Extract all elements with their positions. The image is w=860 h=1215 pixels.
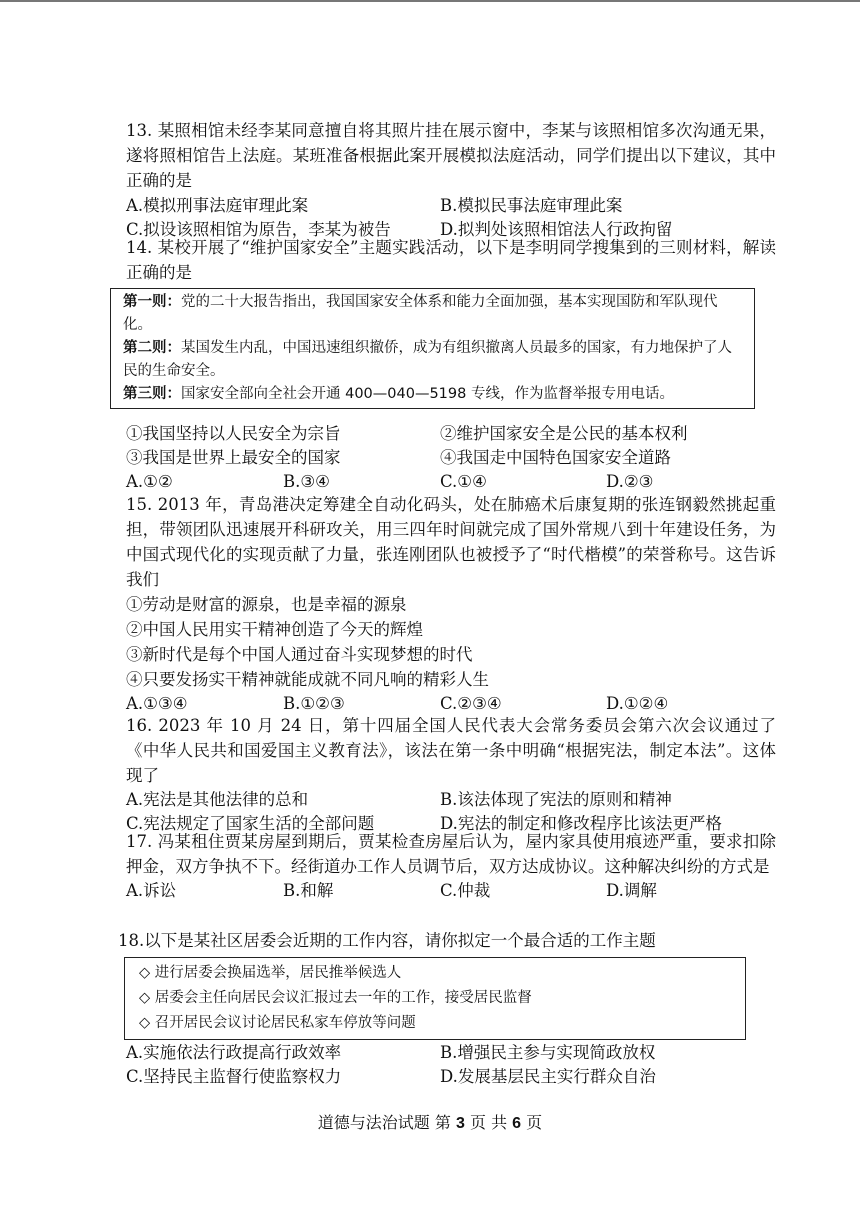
option-a: A.模拟刑事法庭审理此案 xyxy=(126,196,309,215)
footer-page-number: 3 xyxy=(455,1115,465,1132)
question-18-work-box xyxy=(124,957,746,1040)
option-c: C.拟设该照相馆为原告，李某为被告 xyxy=(126,220,391,239)
question-14-material-box xyxy=(110,288,755,409)
material-text: 党的二十大报告指出，我国国家安全体系和能力全面加强，基本实现国防和军队现代化。 xyxy=(123,294,718,333)
question-14-statements xyxy=(126,422,776,470)
scan-top-edge xyxy=(0,0,860,2)
question-13-stem: 13. 某照相馆未经李某同意擅自将其照片挂在展示窗中，李某与该照相馆多次沟通无果，遂将照相馆告上法庭。某班准备根据此案开展模拟法庭活动，同学们提出以下建议，其中正确的是 xyxy=(126,121,776,190)
option-d: D.①②④ xyxy=(606,694,669,713)
option-d: D.发展基层民主实行群众自治 xyxy=(440,1067,656,1086)
material-2 xyxy=(123,337,745,383)
material-1 xyxy=(123,291,745,337)
material-text: 国家安全部向全社会开通 400—040—5198 专线，作为监督举报专用电话。 xyxy=(181,386,674,402)
option-d: D.宪法的制定和修改程序比该法更严格 xyxy=(440,814,722,833)
question-16 xyxy=(126,713,776,836)
option-a: A.①③④ xyxy=(126,694,188,713)
question-14 xyxy=(126,235,776,285)
option-b: B.①②③ xyxy=(283,694,345,713)
option-a: A.①② xyxy=(126,472,173,491)
footer-total-pages: 6 xyxy=(512,1115,522,1132)
statement-4: ④只要发扬实干精神就能成就不同凡响的精彩人生 xyxy=(126,670,489,689)
material-label: 第一则： xyxy=(123,294,181,310)
footer-prefix: 道德与法治试题 第 xyxy=(317,1113,451,1132)
question-14-options xyxy=(126,470,776,494)
option-c: C.②③④ xyxy=(440,694,502,713)
option-a: A.宪法是其他法律的总和 xyxy=(126,790,309,809)
material-text: 某国发生内乱，中国迅速组织撤侨，成为有组织撤离人员最多的国家，有力地保护了人民的生命安全。 xyxy=(123,340,732,379)
question-18-options xyxy=(126,1041,776,1089)
material-label: 第三则： xyxy=(123,386,181,402)
option-b: B.该法体现了宪法的原则和精神 xyxy=(440,790,672,809)
statement-3: ③新时代是每个中国人通过奋斗实现梦想的时代 xyxy=(126,645,473,664)
material-label: 第二则： xyxy=(123,340,181,356)
question-18-stem: 18.以下是某社区居委会近期的工作内容，请你拟定一个最合适的工作主题 xyxy=(118,931,656,950)
option-b: B.③④ xyxy=(283,472,330,491)
option-d: D.②③ xyxy=(606,472,654,491)
statement-3: ③我国是世界上最安全的国家 xyxy=(126,448,341,467)
question-15 xyxy=(126,492,776,716)
option-b: B.增强民主参与实现简政放权 xyxy=(440,1043,656,1062)
question-18-answers xyxy=(126,1041,776,1089)
option-b: B.和解 xyxy=(283,881,334,900)
option-c: C.坚持民主监督行使监察权力 xyxy=(126,1067,342,1086)
work-item: ◇ 进行居委会换届选举，居民推举候选人 xyxy=(139,965,402,981)
option-c: C.宪法规定了国家生活的全部问题 xyxy=(126,814,375,833)
statement-2: ②中国人民用实干精神创造了今天的辉煌 xyxy=(126,620,423,639)
material-3 xyxy=(123,383,745,406)
option-a: A.实施依法行政提高行政效率 xyxy=(126,1043,342,1062)
question-16-stem: 16. 2023 年 10 月 24 日，第十四届全国人民代表大会常务委员会第六次会议通过了《中华人民共和国爱国主义教育法》，该法在第一条中明确“根据宪法，制定本法”。这体现了 xyxy=(126,716,776,785)
statement-1: ①我国坚持以人民安全为宗旨 xyxy=(126,424,341,443)
option-d: D.拟判处该照相馆法人行政拘留 xyxy=(440,220,673,239)
option-d: D.调解 xyxy=(606,881,657,900)
option-c: C.仲裁 xyxy=(440,881,491,900)
question-13 xyxy=(126,118,776,242)
question-18 xyxy=(118,928,768,953)
footer-middle: 页 共 xyxy=(469,1113,508,1132)
option-a: A.诉讼 xyxy=(126,881,177,900)
work-item: ◇ 居委会主任向居民会议汇报过去一年的工作，接受居民监督 xyxy=(139,990,532,1006)
statement-2: ②维护国家安全是公民的基本权利 xyxy=(440,424,688,443)
statement-1: ①劳动是财富的源泉，也是幸福的源泉 xyxy=(126,595,407,614)
footer-suffix: 页 xyxy=(526,1113,543,1132)
option-b: B.模拟民事法庭审理此案 xyxy=(440,196,623,215)
page-footer xyxy=(0,1110,860,1133)
question-17-stem: 17. 冯某租住贾某房屋到期后，贾某检查房屋后认为，屋内家具使用痕迹严重，要求扣除押金，双方争执不下。经街道办工作人员调节后，双方达成协议。这种解决纠纷的方式是 xyxy=(126,832,776,876)
question-14-stem: 14. 某校开展了“维护国家安全”主题实践活动，以下是李明同学搜集到的三则材料，解读正确的是 xyxy=(126,238,776,282)
question-15-stem: 15. 2013 年，青岛港决定筹建全自动化码头，处在肺癌术后康复期的张连钢毅然挑起重担，带领团队迅速展开科研攻关，用三四年时间就完成了国外常规八到十年建设任务，为中国式现代化的实现贡献了力量，张连刚团队也被授予了“时代楷模”的荣誉称号。这告诉我们 xyxy=(126,495,776,589)
option-c: C.①④ xyxy=(440,472,487,491)
question-17 xyxy=(126,829,776,903)
statement-4: ④我国走中国特色国家安全道路 xyxy=(440,448,671,467)
question-17-options xyxy=(126,879,776,903)
work-item: ◇ 召开居民会议讨论居民私家车停放等问题 xyxy=(139,1015,416,1031)
question-14-answers xyxy=(126,422,776,494)
